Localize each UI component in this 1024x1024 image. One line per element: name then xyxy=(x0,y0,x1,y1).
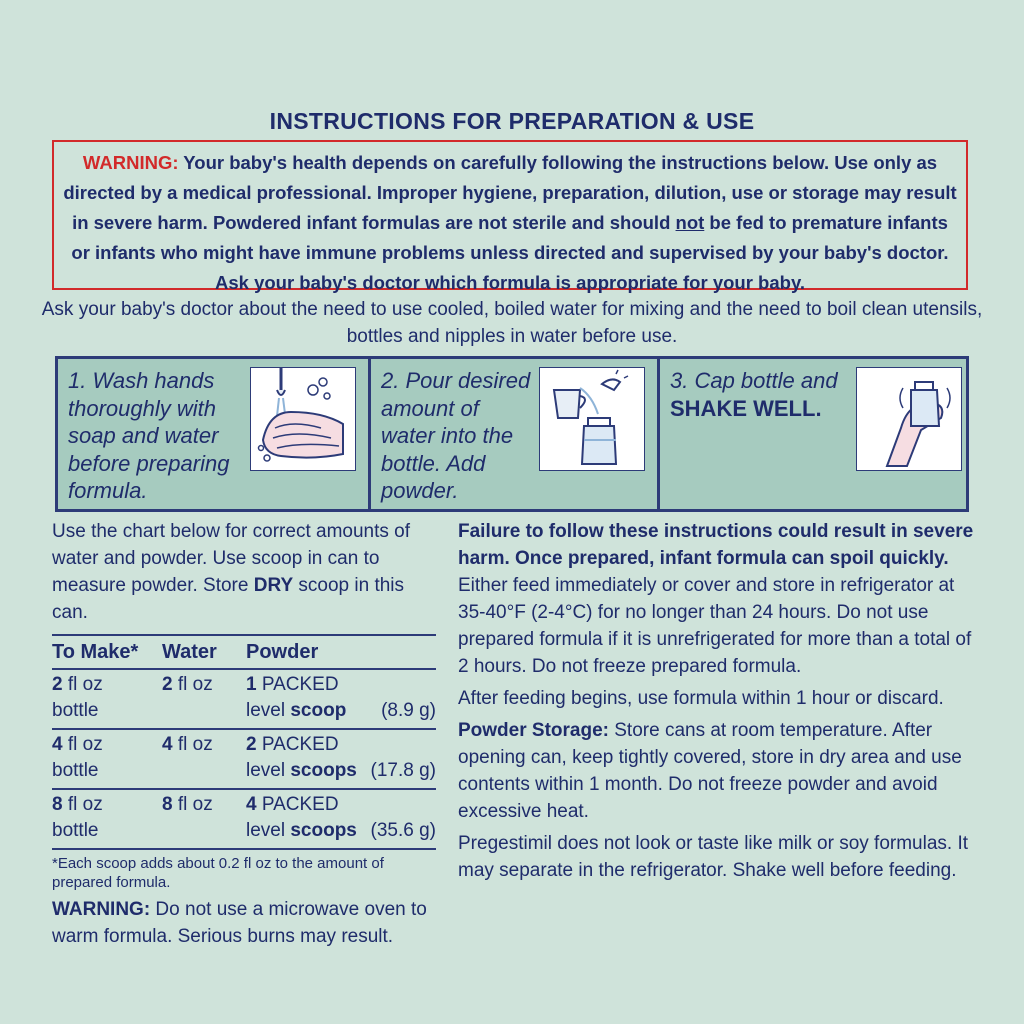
after-feeding: After feeding begins, use formula within 1 hour or discard. xyxy=(458,688,944,709)
warning-text-1: Your baby's health depends on carefully following the instructions below. Use only as directed by a medical professional. Improper hygiene, preparation, dilution, use or storage may result in severe harm. Powdered infant formulas are not sterile and should xyxy=(63,152,957,233)
cell-water xyxy=(162,789,246,849)
powder-line1: PACKED xyxy=(256,734,339,755)
mixing-table xyxy=(52,634,436,850)
make-line2: bottle xyxy=(52,700,99,721)
pour-water-icon xyxy=(539,367,645,471)
powder-level: level xyxy=(246,760,291,781)
failure-bold: Failure to follow these instructions could result in severe harm. Once prepared, infant formula can spoil quickly. xyxy=(458,521,974,569)
failure-text: Either feed immediately or cover and store in refrigerator at 35-40°F (2-4°C) for no longer than 24 hours. Do not use prepared formula if it is unrefrigerated for more than a total of 2 hours. Do not freeze prepared formula. xyxy=(458,575,972,677)
cell-water xyxy=(162,729,246,789)
powder-num: 1 xyxy=(246,674,257,695)
water-unit: fl oz xyxy=(172,674,213,695)
warning-not: not xyxy=(675,212,705,233)
pregestimil-note: Pregestimil does not look or taste like milk or soy formulas. It may separate in the refrigerator. Shake well before feeding. xyxy=(458,833,969,881)
powder-scoop: scoops xyxy=(290,760,357,781)
cell-make xyxy=(52,669,162,729)
step-2 xyxy=(371,359,660,509)
powder-storage-text: Store cans at room temperature. After opening can, keep tightly covered, store in dry area and use contents within 1 month. Do not freeze powder and avoid excessive heat. xyxy=(458,720,962,822)
hand-washing-icon xyxy=(250,367,356,471)
cell-make xyxy=(52,729,162,789)
water-unit: fl oz xyxy=(172,734,213,755)
steps-panel xyxy=(55,356,969,512)
chart-intro-bold: DRY xyxy=(253,575,294,596)
step-3-line: 3. Cap bottle and xyxy=(670,368,838,393)
step-3-bold: SHAKE WELL. xyxy=(670,395,822,421)
powder-grams: (17.8 g) xyxy=(370,760,436,781)
header-to-make: To Make* xyxy=(52,635,162,669)
header-water: Water xyxy=(162,635,246,669)
shake-bottle-icon xyxy=(856,367,962,471)
warning-label: WARNING: xyxy=(82,152,179,173)
make-unit: fl oz xyxy=(62,674,103,695)
chart-intro-2: scoop in this can. xyxy=(52,575,405,623)
page-title: INSTRUCTIONS FOR PREPARATION & USE xyxy=(269,108,755,134)
powder-line1: PACKED xyxy=(256,674,339,695)
step-1-text: 1. Wash hands thoroughly with soap and water before preparing formula. xyxy=(68,368,230,503)
make-num: 8 xyxy=(52,794,63,815)
cell-make xyxy=(52,789,162,849)
powder-num: 2 xyxy=(246,734,257,755)
microwave-warning-text: Do not use a microwave oven to warm formula. Serious burns may result. xyxy=(52,899,427,947)
step-3-text xyxy=(670,367,870,422)
step-2-text: 2. Pour desired amount of water into the bottle. Add powder. xyxy=(381,368,531,503)
powder-scoop: scoops xyxy=(290,820,357,841)
water-unit: fl oz xyxy=(172,794,213,815)
step-3 xyxy=(660,359,966,509)
warning-box xyxy=(52,140,968,293)
chart-intro xyxy=(52,518,440,626)
make-num: 2 xyxy=(52,674,63,695)
microwave-warning xyxy=(52,896,440,950)
warning-text-2: be fed to premature infants or infants who might have immune problems unless directed and supervised by your baby's doctor. Ask your baby's doctor which formula is appropriate for your baby. xyxy=(71,212,949,293)
table-row xyxy=(52,729,436,789)
water-num: 8 xyxy=(162,794,173,815)
header-powder: Powder xyxy=(246,635,436,669)
powder-line1: PACKED xyxy=(256,794,339,815)
make-num: 4 xyxy=(52,734,63,755)
cell-powder xyxy=(246,729,436,789)
make-line2: bottle xyxy=(52,760,99,781)
make-unit: fl oz xyxy=(62,734,103,755)
chart-intro-1: Use the chart below for correct amounts of water and powder. Use scoop in can to measure powder. Store xyxy=(52,521,410,596)
powder-level: level xyxy=(246,820,291,841)
powder-grams: (8.9 g) xyxy=(381,700,436,721)
cell-powder xyxy=(246,669,436,729)
powder-scoop: scoop xyxy=(290,700,347,721)
water-num: 4 xyxy=(162,734,173,755)
table-row xyxy=(52,669,436,729)
powder-storage-label: Powder Storage: xyxy=(458,720,609,741)
cell-water xyxy=(162,669,246,729)
boil-note: Ask your baby's doctor about the need to use cooled, boiled water for mixing and the need to boil clean utensils, bottles and nipples in water before use. xyxy=(41,299,983,347)
powder-num: 4 xyxy=(246,794,257,815)
water-num: 2 xyxy=(162,674,173,695)
scoop-footnote: *Each scoop adds about 0.2 fl oz to the amount of prepared formula. xyxy=(52,855,384,891)
make-unit: fl oz xyxy=(62,794,103,815)
mixing-section xyxy=(52,518,440,950)
step-1 xyxy=(58,359,371,509)
failure-paragraph xyxy=(458,518,978,680)
table-header-row xyxy=(52,635,436,669)
storage-section xyxy=(458,518,978,889)
table-row xyxy=(52,789,436,849)
make-line2: bottle xyxy=(52,820,99,841)
powder-grams: (35.6 g) xyxy=(370,820,436,841)
powder-level: level xyxy=(246,700,291,721)
cell-powder xyxy=(246,789,436,849)
powder-storage xyxy=(458,717,978,825)
microwave-warning-label: WARNING: xyxy=(52,899,151,920)
